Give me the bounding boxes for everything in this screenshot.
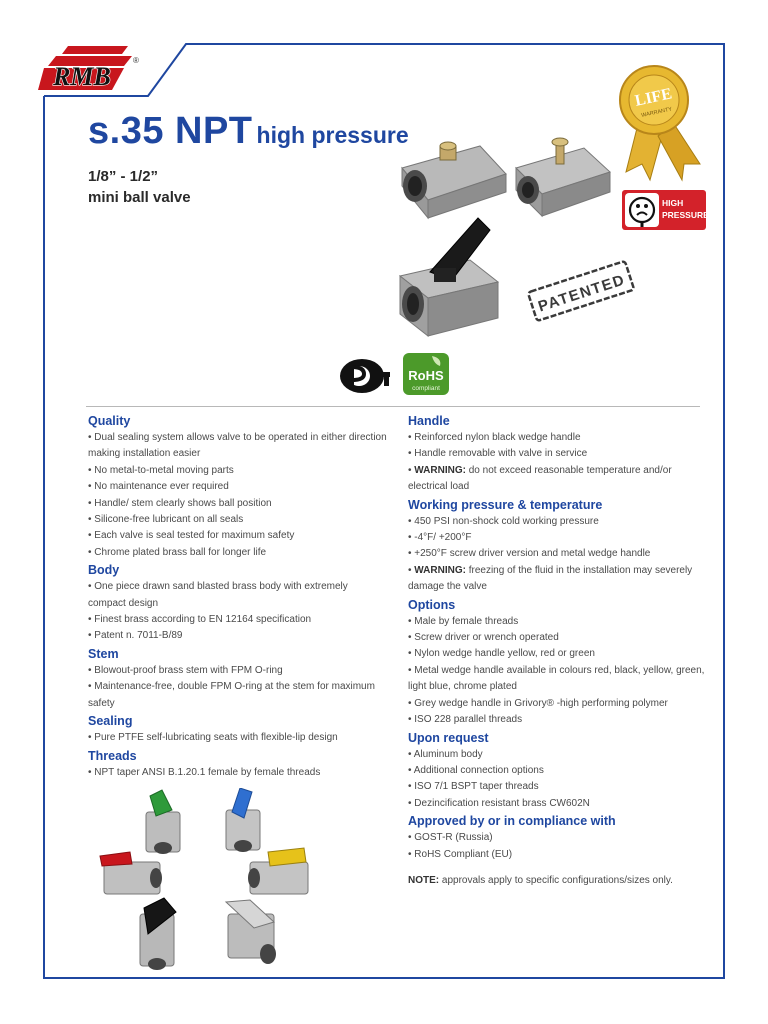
warning-label: WARNING: <box>414 464 466 476</box>
valve-black-handle-image <box>396 216 506 344</box>
colored-handle-valves-image <box>96 788 320 972</box>
section-title: Options <box>408 597 456 612</box>
section-title: Stem <box>88 646 119 661</box>
list-item: • Dezincification resistant brass CW602N <box>408 797 590 809</box>
title-main: s.35 NPT <box>88 110 253 152</box>
section-working-pressure <box>408 496 708 596</box>
list-item: • +250°F screw driver version and metal wedge handle <box>408 548 651 560</box>
patented-stamp <box>522 256 640 326</box>
list-item: • GOST-R (Russia) <box>408 832 493 844</box>
svg-text:RoHS: RoHS <box>408 368 444 383</box>
valve-black-handle <box>140 898 176 970</box>
title-suffix: high pressure <box>256 122 409 148</box>
valve-screwdriver-1-image <box>398 140 510 224</box>
approval-note <box>408 873 708 889</box>
rohs-logo <box>402 352 450 396</box>
hp-line-1: HIGH <box>662 198 684 208</box>
list-item: • Finest brass according to EN 12164 specification <box>88 614 312 626</box>
valve-yellow-handle <box>248 848 308 894</box>
list-item: • Handle/ stem clearly shows ball position <box>88 497 272 509</box>
list-item: • Blowout-proof brass stem with FPM O-ring <box>88 664 283 676</box>
note-label: NOTE: <box>408 874 440 886</box>
list-item: • Reinforced nylon black wedge handle <box>408 432 581 443</box>
list-item: • Aluminum body <box>408 748 483 760</box>
section-threads <box>88 747 388 781</box>
warning-text: freezing of the fluid in the installation may severely damage the valve <box>408 564 693 593</box>
section-divider <box>86 406 700 407</box>
list-item: • One piece drawn sand blasted brass body with extremely compact design <box>88 581 348 609</box>
high-pressure-badge <box>622 190 709 230</box>
list-item: • Grey wedge handle in Grivory® -high performing polymer <box>408 697 668 709</box>
list-item: • NPT taper ANSI B.1.20.1 female by female threads <box>88 766 321 778</box>
gost-r-logo <box>338 356 396 396</box>
list-item: • Male by female threads <box>408 615 519 627</box>
valve-blue-handle <box>226 788 260 852</box>
section-title: Handle <box>408 414 450 428</box>
section-handle <box>408 412 708 496</box>
list-item: • No metal-to-metal moving parts <box>88 464 234 476</box>
warning-item: • WARNING: do not exceed reasonable temperature and/or electrical load <box>408 464 672 493</box>
list-item: • ISO 228 parallel threads <box>408 714 523 726</box>
svg-text:WARRANTY: WARRANTY <box>640 106 673 119</box>
list-item: • Chrome plated brass ball for longer life <box>88 546 267 558</box>
list-item: • Pure PTFE self-lubricating seats with flexible-lip design <box>88 732 338 744</box>
svg-text:compliant: compliant <box>412 385 440 392</box>
section-title: Body <box>88 563 120 578</box>
svg-text:RMB: RMB <box>53 62 111 91</box>
list-item: • 450 PSI non-shock cold working pressure <box>408 515 599 527</box>
warning-item: • WARNING: freezing of the fluid in the installation may severely damage the valve <box>408 564 693 593</box>
list-item: • Silicone-free lubricant on all seals <box>88 514 244 526</box>
page-title <box>88 110 409 153</box>
specs-right-column <box>408 412 708 889</box>
life-warranty-badge <box>608 64 712 182</box>
note-text: approvals apply to specific configurations/sizes only. <box>439 874 673 886</box>
section-title: Threads <box>88 748 137 763</box>
subtitle <box>88 166 191 208</box>
list-item: • No maintenance ever required <box>88 481 229 493</box>
list-item: • ISO 7/1 BSPT taper threads <box>408 781 539 793</box>
section-title: Working pressure & temperature <box>408 497 603 512</box>
list-item: • Each valve is seal tested for maximum safety <box>88 530 295 542</box>
section-title: Upon request <box>408 730 489 745</box>
valve-green-handle <box>146 790 180 854</box>
list-item: • Dual sealing system allows valve to be operated in either direction making installation easier <box>88 432 387 460</box>
hp-line-2: PRESSURE <box>662 210 709 220</box>
specs-left-column <box>88 412 388 781</box>
list-item: • -4°F/ +200°F <box>408 532 472 544</box>
list-item: • Patent n. 7011-B/89 <box>88 630 183 642</box>
warning-text: do not exceed reasonable temperature and/or electrical load <box>408 464 672 493</box>
section-quality <box>88 412 388 561</box>
section-approvals <box>408 812 708 863</box>
svg-text:PATENTED: PATENTED <box>536 271 628 316</box>
valve-red-handle <box>100 852 162 894</box>
list-item: • RoHS Compliant (EU) <box>408 848 513 860</box>
pressure-gauge-icon <box>625 193 659 227</box>
section-body <box>88 561 388 645</box>
registered-mark: ® <box>133 56 139 65</box>
list-item: • Maintenance-free, double FPM O-ring at the stem for maximum safety <box>88 681 375 709</box>
section-upon-request <box>408 729 708 813</box>
section-options <box>408 596 708 729</box>
section-sealing <box>88 712 388 746</box>
section-stem <box>88 645 388 712</box>
warning-label: WARNING: <box>414 564 466 576</box>
section-title: Quality <box>88 414 131 428</box>
section-title: Approved by or in compliance with <box>408 814 616 829</box>
list-item: • Nylon wedge handle yellow, red or green <box>408 648 595 660</box>
list-item: • Additional connection options <box>408 764 544 776</box>
svg-text:LIFE: LIFE <box>633 85 674 110</box>
valve-screwdriver-2-image <box>512 132 614 224</box>
list-item: • Metal wedge handle available in colours red, black, yellow, green, light blue, chrome plated <box>408 664 705 693</box>
valve-metal-handle <box>226 900 276 964</box>
list-item: • Handle removable with valve in service <box>408 448 588 460</box>
section-title: Sealing <box>88 714 133 729</box>
list-item: • Screw driver or wrench operated <box>408 632 559 644</box>
size-range: 1/8” - 1/2” <box>88 168 159 185</box>
brand-logo <box>38 42 134 94</box>
product-name: mini ball valve <box>88 189 191 206</box>
